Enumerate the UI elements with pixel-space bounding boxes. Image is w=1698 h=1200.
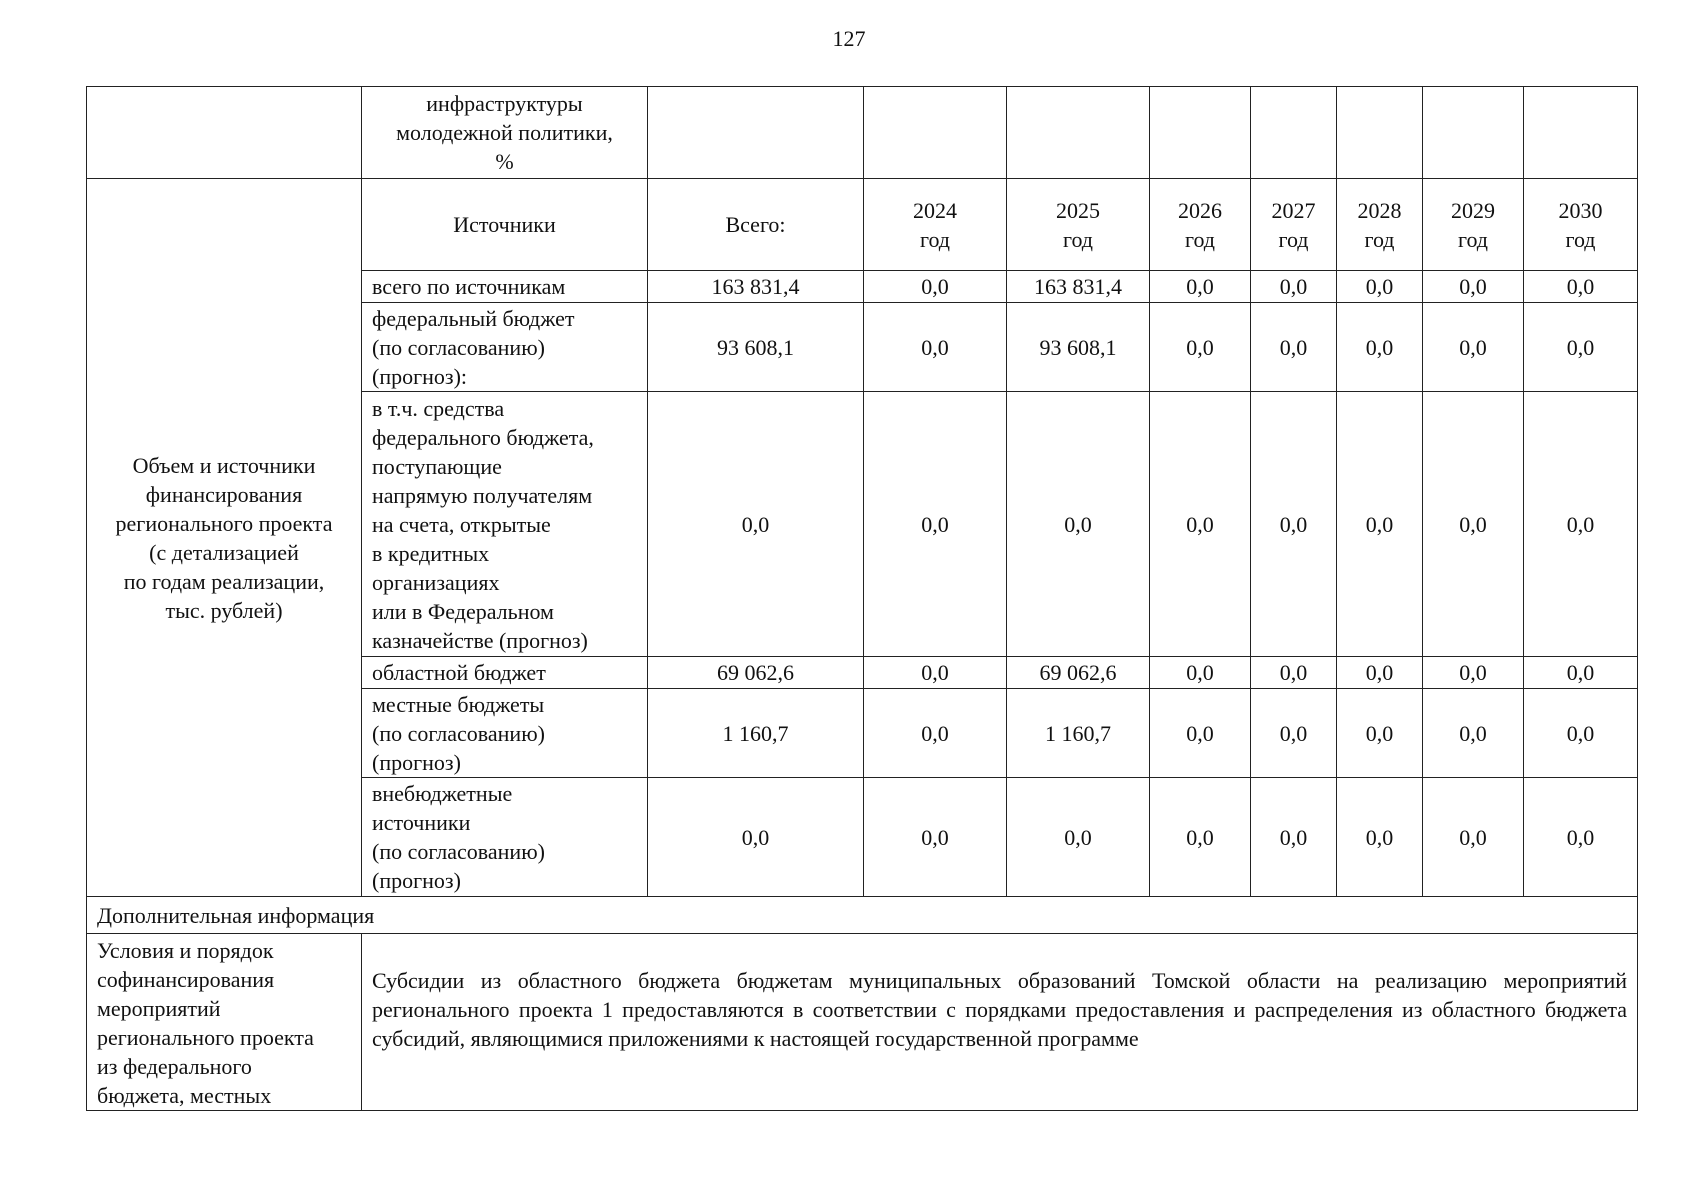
header-year-2024: 2024 год — [864, 179, 1007, 271]
additional-info-row — [87, 897, 1638, 934]
source-label: местные бюджеты (по согласованию) (прогноз) — [362, 689, 648, 778]
year-value: 163 831,4 — [1007, 271, 1150, 303]
header-year-2025: 2025 год — [1007, 179, 1150, 271]
header-total: Всего: — [648, 179, 864, 271]
year-value: 0,0 — [1251, 392, 1337, 657]
year-value: 0,0 — [1150, 271, 1251, 303]
empty-cell — [87, 87, 362, 179]
conditions-text: Субсидии из областного бюджета бюджетам муниципальных образований Томской области на реализацию мероприятий регионального проекта 1 предоставляются в соответствии с порядками предоставления и распределения из областного бюджета субсидий, являющимися приложениями к настоящей государственной программе — [362, 934, 1638, 1111]
year-value: 0,0 — [1150, 303, 1251, 392]
financing-header-row — [87, 179, 1638, 271]
year-value: 0,0 — [1423, 392, 1524, 657]
total-value: 1 160,7 — [648, 689, 864, 778]
header-sources: Источники — [362, 179, 648, 271]
year-value: 0,0 — [1251, 689, 1337, 778]
year-value: 0,0 — [1423, 778, 1524, 897]
empty-cell — [1251, 87, 1337, 179]
year-value: 0,0 — [1251, 271, 1337, 303]
header-year-2028: 2028 год — [1337, 179, 1423, 271]
year-value: 0,0 — [1337, 689, 1423, 778]
year-value: 0,0 — [1251, 778, 1337, 897]
empty-cell — [1524, 87, 1638, 179]
year-value: 0,0 — [1524, 271, 1638, 303]
year-value: 0,0 — [1337, 392, 1423, 657]
year-value: 0,0 — [1150, 392, 1251, 657]
year-value: 0,0 — [1423, 657, 1524, 689]
empty-cell — [648, 87, 864, 179]
year-value: 0,0 — [1524, 778, 1638, 897]
year-value: 0,0 — [1524, 657, 1638, 689]
year-value: 0,0 — [1251, 303, 1337, 392]
indicator-continuation-row — [87, 87, 1638, 179]
empty-cell — [864, 87, 1007, 179]
source-label: федеральный бюджет (по согласованию) (прогноз): — [362, 303, 648, 392]
total-value: 163 831,4 — [648, 271, 864, 303]
year-value: 0,0 — [1524, 303, 1638, 392]
indicator-name-tail: инфраструктуры молодежной политики, % — [362, 87, 648, 179]
year-value: 0,0 — [1007, 392, 1150, 657]
year-value: 0,0 — [1150, 778, 1251, 897]
empty-cell — [1150, 87, 1251, 179]
year-value: 0,0 — [1524, 689, 1638, 778]
additional-info-heading: Дополнительная информация — [87, 897, 1638, 934]
year-value: 0,0 — [864, 778, 1007, 897]
year-value: 0,0 — [864, 689, 1007, 778]
year-value: 0,0 — [864, 657, 1007, 689]
year-value: 0,0 — [1337, 657, 1423, 689]
year-value: 0,0 — [1524, 392, 1638, 657]
year-value: 0,0 — [1337, 303, 1423, 392]
total-value: 93 608,1 — [648, 303, 864, 392]
conditions-row — [87, 934, 1638, 1111]
empty-cell — [1007, 87, 1150, 179]
year-value: 0,0 — [864, 271, 1007, 303]
year-value: 93 608,1 — [1007, 303, 1150, 392]
header-year-2027: 2027 год — [1251, 179, 1337, 271]
empty-cell — [1337, 87, 1423, 179]
year-value: 1 160,7 — [1007, 689, 1150, 778]
header-year-2030: 2030 год — [1524, 179, 1638, 271]
year-value: 0,0 — [1423, 271, 1524, 303]
year-value: 0,0 — [1423, 303, 1524, 392]
year-value: 0,0 — [1251, 657, 1337, 689]
header-year-2026: 2026 год — [1150, 179, 1251, 271]
year-value: 0,0 — [864, 392, 1007, 657]
source-label: внебюджетные источники (по согласованию) (прогноз) — [362, 778, 648, 897]
year-value: 0,0 — [864, 303, 1007, 392]
empty-cell — [1423, 87, 1524, 179]
year-value: 0,0 — [1423, 689, 1524, 778]
financing-section-label: Объем и источники финансирования регионального проекта (с детализацией по годам реализации, тыс. рублей) — [87, 179, 362, 897]
source-label: областной бюджет — [362, 657, 648, 689]
year-value: 0,0 — [1007, 778, 1150, 897]
year-value: 0,0 — [1150, 689, 1251, 778]
financing-table — [86, 86, 1638, 1111]
page-number: 127 — [832, 26, 866, 51]
total-value: 69 062,6 — [648, 657, 864, 689]
source-label: всего по источникам — [362, 271, 648, 303]
year-value: 69 062,6 — [1007, 657, 1150, 689]
source-label: в т.ч. средства федерального бюджета, поступающие напрямую получателям на счета, открытые в кредитных организациях или в Федеральном казначействе (прогноз) — [362, 392, 648, 657]
total-value: 0,0 — [648, 392, 864, 657]
conditions-label: Условия и порядок софинансирования мероприятий регионального проекта из федерального бюджета, местных — [87, 934, 362, 1111]
total-value: 0,0 — [648, 778, 864, 897]
header-year-2029: 2029 год — [1423, 179, 1524, 271]
year-value: 0,0 — [1337, 778, 1423, 897]
year-value: 0,0 — [1150, 657, 1251, 689]
year-value: 0,0 — [1337, 271, 1423, 303]
